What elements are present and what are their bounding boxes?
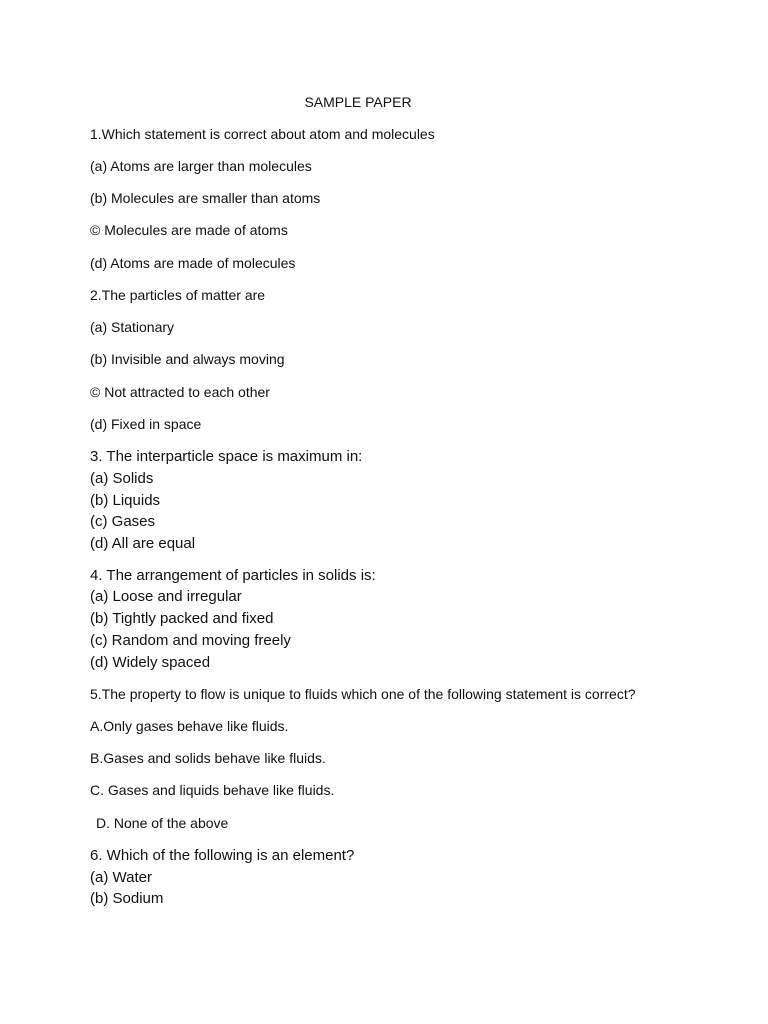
question-1-option-a: (a) Atoms are larger than molecules [90, 158, 312, 174]
question-1-option-b: (b) Molecules are smaller than atoms [90, 190, 321, 206]
question-4-option-d: (d) Widely spaced [90, 654, 211, 671]
question-1: 1.Which statement is correct about atom and molecules [90, 126, 435, 142]
question-3-option-c: (c) Gases [90, 513, 156, 530]
question-2-option-c: © Not attracted to each other [90, 384, 270, 400]
question-3-option-a: (a) Solids [90, 470, 154, 487]
question-1-option-d: (d) Atoms are made of molecules [90, 255, 296, 271]
question-1-option-c: © Molecules are made of atoms [90, 222, 288, 238]
question-2-option-b: (b) Invisible and always moving [90, 351, 285, 367]
question-6-option-b: (b) Sodium [90, 890, 164, 907]
question-3-option-d: (d) All are equal [90, 535, 196, 552]
question-4: 4. The arrangement of particles in solids is: [90, 567, 376, 584]
question-6: 6. Which of the following is an element? [90, 847, 355, 864]
question-3-option-b: (b) Liquids [90, 492, 161, 509]
page-title: SAMPLE PAPER [304, 94, 412, 110]
question-2-option-a: (a) Stationary [90, 319, 175, 335]
question-3: 3. The interparticle space is maximum in: [90, 448, 363, 465]
question-4-option-c: (c) Random and moving freely [90, 632, 291, 649]
question-5-option-c: C. Gases and liquids behave like fluids. [90, 782, 335, 798]
question-4-option-b: (b) Tightly packed and fixed [90, 610, 274, 627]
question-2: 2.The particles of matter are [90, 287, 266, 303]
question-5-option-d: D. None of the above [96, 815, 229, 831]
question-5-option-b: B.Gases and solids behave like fluids. [90, 750, 326, 766]
question-2-option-d: (d) Fixed in space [90, 416, 202, 432]
question-4-option-a: (a) Loose and irregular [90, 588, 242, 605]
question-5: 5.The property to flow is unique to fluids which one of the following statement is correct? [90, 686, 636, 702]
question-6-option-a: (a) Water [90, 869, 152, 886]
question-5-option-a: A.Only gases behave like fluids. [90, 718, 289, 734]
